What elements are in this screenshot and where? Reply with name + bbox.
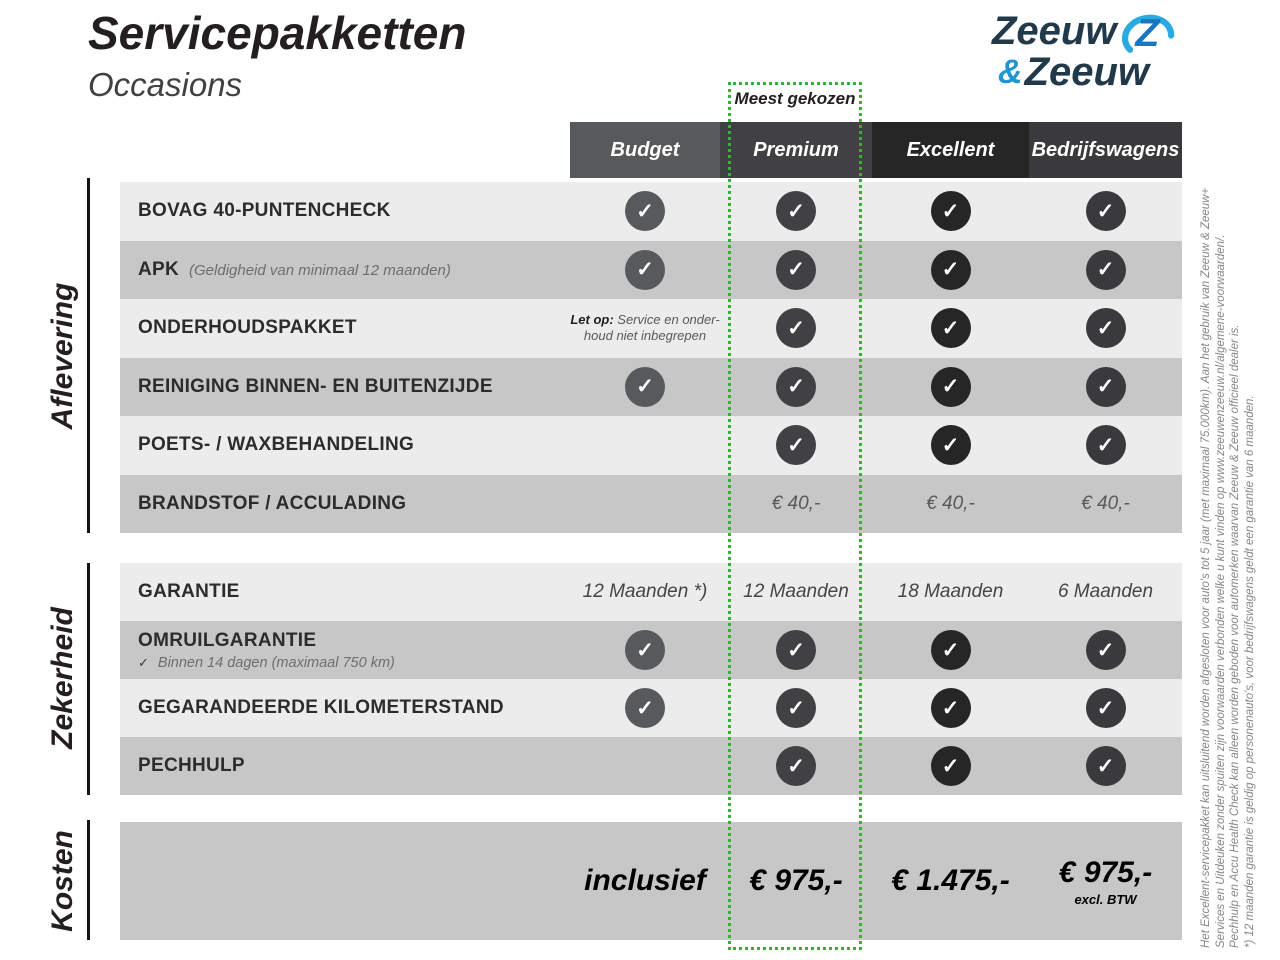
duration-cell: [570, 581, 720, 603]
disclaimer-line: Pechhulp en Accu Health Check kan alleen worden geboden voor automerken waarvan Zeeuw & Zeeuw officieel dealer is.: [1229, 324, 1241, 948]
duration-value: 12 Maanden: [743, 581, 849, 602]
column-header-excellent: Excellent: [872, 122, 1029, 178]
check-icon: ✓: [931, 367, 971, 407]
check-cell: [570, 250, 720, 290]
check-icon: ✓: [776, 367, 816, 407]
kosten-cell: [872, 864, 1029, 898]
check-cell: [570, 630, 720, 670]
disclaimer-line: *) 12 maanden garantie is geldig op personenauto's, voor bedrijfswagens geldt een garantie van 6 maanden.: [1243, 395, 1256, 948]
check-cell: [570, 191, 720, 231]
check-icon: ✓: [776, 425, 816, 465]
row-label: [120, 317, 570, 339]
row-title: ONDERHOUDSPAKKET: [138, 317, 357, 339]
check-icon: ✓: [625, 367, 665, 407]
check-cell: [872, 191, 1029, 231]
duration-value: 18 Maanden: [897, 581, 1004, 602]
row-subtitle: (Geldigheid van minimaal 12 maanden): [189, 261, 451, 279]
row-title: BOVAG 40-PUNTENCHECK: [138, 200, 391, 222]
page-subtitle: Occasions: [88, 66, 243, 103]
price: [570, 864, 720, 898]
row-title: PECHHULP: [138, 755, 245, 776]
check-icon: ✓: [625, 688, 665, 728]
check-icon: ✓: [931, 688, 971, 728]
check-cell: [720, 688, 872, 728]
column-headers: [570, 122, 1182, 178]
note-text: Let op: Service en onder- houd niet inbegrepen: [570, 312, 720, 344]
row-title: BRANDSTOF / ACCULADING: [138, 492, 407, 514]
check-cell: [1029, 191, 1182, 231]
check-icon: ✓: [1086, 367, 1126, 407]
check-icon: ✓: [776, 630, 816, 670]
money-cell: [872, 493, 1029, 515]
price-value: € 975,-: [749, 864, 843, 897]
section-aflevering-rows: [120, 182, 1182, 533]
brand-logo: [992, 6, 1192, 92]
check-cell: [872, 250, 1029, 290]
price-note: excl. BTW: [1074, 891, 1137, 907]
check-icon: ✓: [776, 250, 816, 290]
disclaimer-line: Services en Uitdeuken zonder spuiten zijn voorwaarden verbonden welke u kunt vinden op www.zeeuwenzeeuw.nl/algemene-voorwaarden/.: [1214, 234, 1227, 948]
check-cell: [1029, 425, 1182, 465]
check-icon: ✓: [625, 191, 665, 231]
check-cell: [872, 367, 1029, 407]
row-title: POETS- / WAXBEHANDELING: [138, 434, 415, 456]
table-row: [120, 563, 1182, 621]
check-cell: [872, 630, 1029, 670]
table-row: [120, 182, 1182, 241]
row-title: GARANTIE: [138, 581, 240, 602]
kosten-cell: [720, 864, 872, 898]
money-value: € 40,-: [771, 492, 821, 514]
money-cell: [720, 493, 872, 515]
logo-word-1: Zeeuw: [992, 9, 1117, 53]
check-icon: ✓: [931, 630, 971, 670]
check-icon: ✓: [1086, 308, 1126, 348]
svg-text:Z: Z: [1135, 11, 1160, 56]
column-header-budget: Budget: [570, 122, 720, 178]
price: [872, 864, 1029, 898]
price: [720, 864, 872, 898]
money-value: € 40,-: [1081, 492, 1130, 514]
check-cell: [720, 746, 872, 786]
row-label: [120, 581, 570, 603]
check-icon: ✓: [776, 191, 816, 231]
check-cell: [1029, 367, 1182, 407]
row-title: GEGARANDEERDE KILOMETERSTAND: [138, 697, 504, 718]
check-cell: [872, 425, 1029, 465]
check-cell: [1029, 630, 1182, 670]
price: [1029, 856, 1182, 907]
kosten-cell: [570, 864, 720, 898]
row-label: [120, 697, 570, 719]
check-icon: ✓: [1086, 250, 1126, 290]
most-chosen-badge: Meest gekozen: [734, 89, 856, 108]
check-icon: ✓: [1086, 630, 1126, 670]
kosten-row: [120, 822, 1182, 940]
price-value: € 975,-: [1058, 855, 1153, 889]
section-zekerheid-rows: [120, 563, 1182, 795]
check-icon: ✓: [931, 191, 971, 231]
row-subtitle-text: Binnen 14 dagen (maximaal 750 km): [157, 654, 395, 671]
price-value: inclusief: [584, 864, 706, 897]
check-icon: ✓: [931, 308, 971, 348]
row-label: [120, 376, 570, 398]
check-cell: [872, 688, 1029, 728]
check-cell: [720, 630, 872, 670]
section-divider-kosten: [87, 820, 90, 940]
check-icon: ✓: [625, 630, 665, 670]
section-divider-aflevering: [87, 178, 90, 533]
check-icon: ✓: [625, 250, 665, 290]
page-title: Servicepakketten: [88, 7, 467, 59]
table-row: [120, 475, 1182, 534]
money-value: € 40,-: [926, 492, 975, 514]
check-cell: [570, 367, 720, 407]
check-cell: [720, 425, 872, 465]
check-icon: ✓: [1086, 688, 1126, 728]
money-cell: [1029, 493, 1182, 515]
table-row: [120, 416, 1182, 475]
table-row: [120, 737, 1182, 795]
check-icon: ✓: [931, 746, 971, 786]
check-cell: [720, 308, 872, 348]
check-icon: ✓: [1086, 425, 1126, 465]
row-label: [120, 630, 570, 671]
check-cell: [872, 308, 1029, 348]
check-icon: ✓: [1086, 746, 1126, 786]
check-cell: [720, 367, 872, 407]
row-label: [120, 755, 570, 777]
row-title: OMRUILGARANTIE: [138, 629, 317, 651]
table-row: [120, 299, 1182, 358]
check-cell: [1029, 746, 1182, 786]
check-icon: ✓: [1086, 191, 1126, 231]
check-icon: ✓: [776, 688, 816, 728]
note-cell: [570, 312, 720, 345]
check-icon: ✓: [776, 308, 816, 348]
check-mark-icon: ✓: [138, 654, 149, 670]
section-label-kosten: Kosten: [46, 830, 79, 932]
table-row: [120, 241, 1182, 300]
logo-z-icon: [1118, 6, 1176, 56]
row-label: [120, 434, 570, 456]
check-cell: [720, 250, 872, 290]
check-icon: ✓: [931, 250, 971, 290]
check-icon: ✓: [776, 746, 816, 786]
section-label-aflevering: Aflevering: [46, 282, 79, 430]
check-cell: [1029, 688, 1182, 728]
duration-cell: [720, 581, 872, 603]
row-label: [120, 200, 570, 222]
row-label: [120, 259, 570, 281]
check-cell: [720, 191, 872, 231]
table-row: [120, 679, 1182, 737]
logo-line-1: [992, 6, 1192, 56]
check-cell: [570, 688, 720, 728]
section-divider-zekerheid: [87, 563, 90, 795]
section-label-zekerheid: Zekerheid: [46, 607, 79, 749]
row-subtitle: [138, 655, 570, 671]
check-cell: [1029, 250, 1182, 290]
table-row: [120, 621, 1182, 679]
column-header-bedrijfswagens: Bedrijfswagens: [1029, 122, 1182, 178]
duration-cell: [1029, 581, 1182, 603]
row-title: REINIGING BINNEN- EN BUITENZIJDE: [138, 375, 493, 397]
kosten-cell: [1029, 856, 1182, 907]
duration-value: 6 Maanden: [1057, 581, 1154, 602]
row-label: [120, 493, 570, 515]
duration-value: 12 Maanden *): [582, 581, 708, 602]
price-value: € 1.475,-: [891, 864, 1010, 897]
table-row: [120, 358, 1182, 417]
duration-cell: [872, 581, 1029, 603]
logo-ampersand: &: [998, 53, 1023, 91]
logo-word-2: Zeeuw: [1024, 50, 1150, 94]
logo-line-2: [998, 52, 1192, 92]
check-cell: [1029, 308, 1182, 348]
disclaimer-line: Het Excellent-servicepakket kan uitsluitend worden afgesloten voor auto's tot 5 jaar (met maximaal 75.000km). Aan het gebruik van Zeeuw & Zeeuw+: [1200, 187, 1212, 948]
column-header-premium: Premium: [720, 122, 872, 178]
check-icon: ✓: [931, 425, 971, 465]
legal-disclaimer: [1199, 103, 1257, 948]
row-title: APK: [138, 258, 180, 280]
check-cell: [872, 746, 1029, 786]
